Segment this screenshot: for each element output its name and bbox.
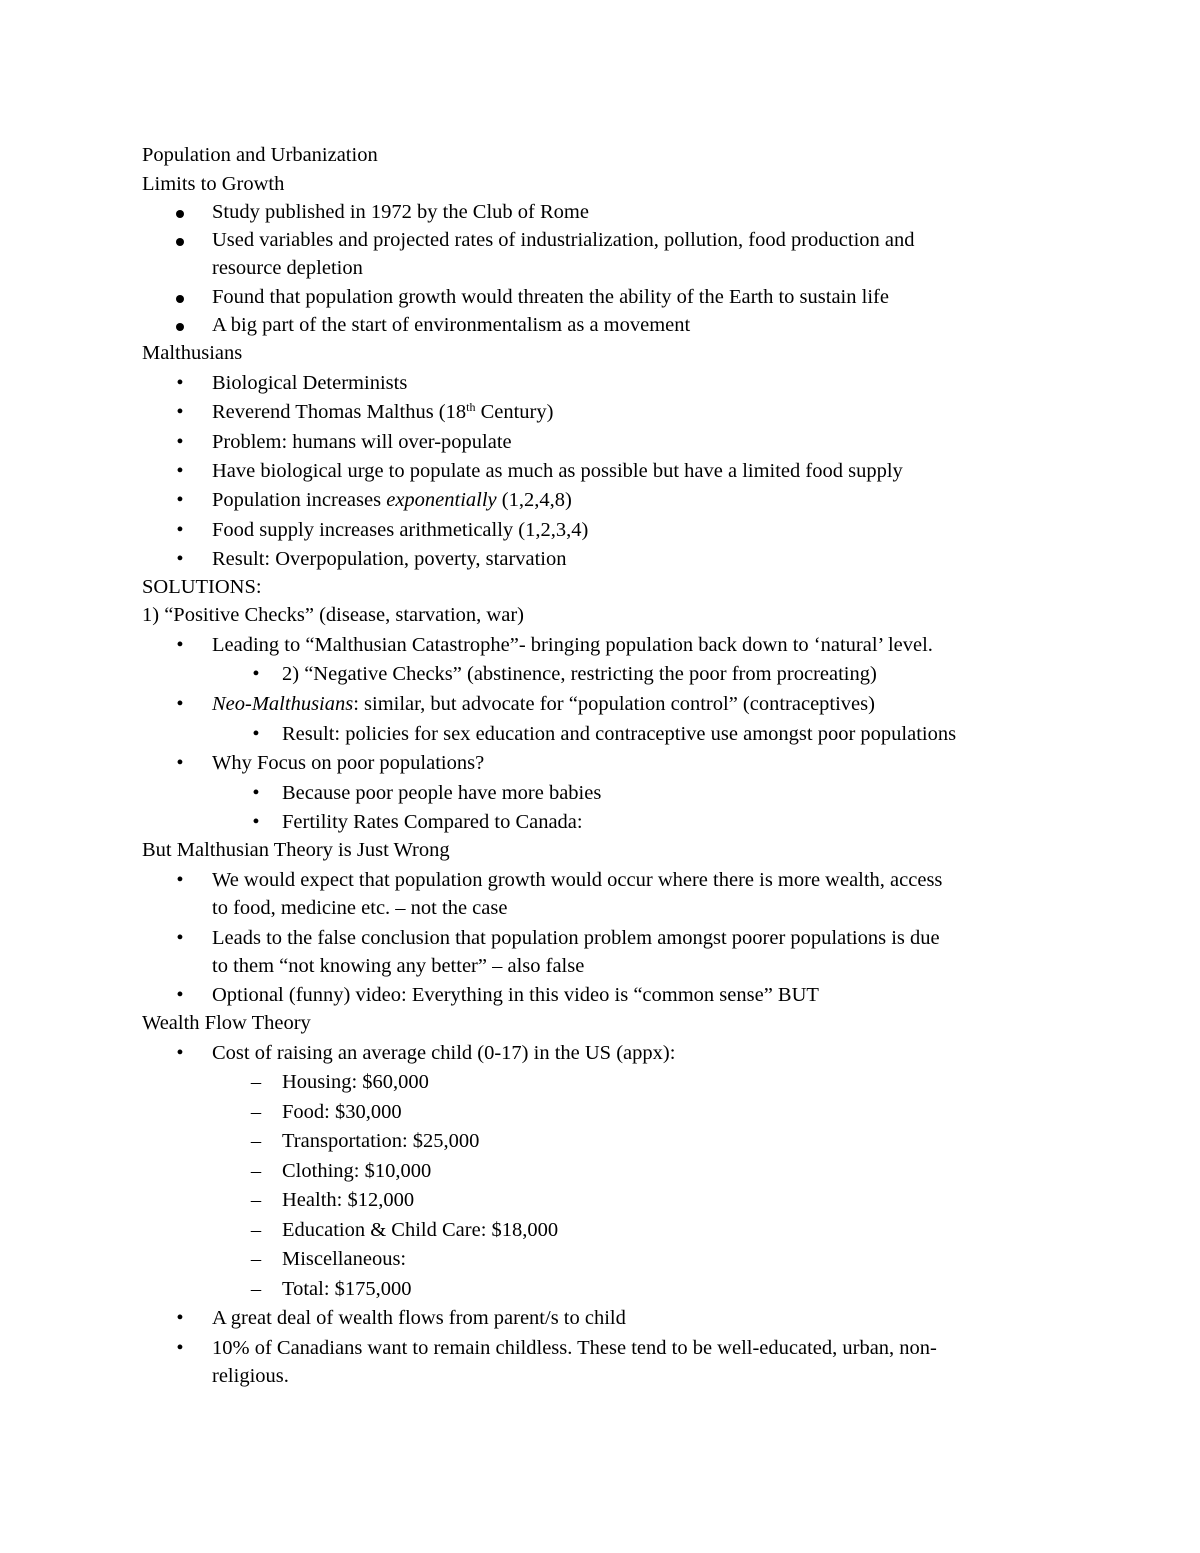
bullet-icon: • bbox=[252, 663, 260, 685]
bullet-icon: • bbox=[176, 693, 184, 715]
dash-marker-icon: – bbox=[250, 1189, 262, 1211]
bullet-icon: • bbox=[176, 752, 184, 774]
bullet-icon: • bbox=[176, 431, 184, 453]
round-bullet-icon bbox=[160, 287, 200, 308]
dash-marker-icon: – bbox=[250, 1071, 262, 1093]
bullet-icon: • bbox=[176, 927, 184, 949]
bullet-icon: • bbox=[252, 782, 260, 804]
dash-marker-icon: – bbox=[250, 1101, 262, 1123]
round-bullet-icon bbox=[160, 315, 200, 336]
bullet-icon: • bbox=[176, 1337, 184, 1359]
dash-marker-icon: – bbox=[250, 1248, 262, 1270]
bullet-icon: • bbox=[176, 372, 184, 394]
dash-marker-icon: – bbox=[250, 1160, 262, 1182]
dash-marker-icon: – bbox=[250, 1278, 262, 1300]
bullet-icon: • bbox=[252, 723, 260, 745]
bullet-icon: • bbox=[176, 401, 184, 423]
bullet-icon: • bbox=[176, 460, 184, 482]
document-page: Population and Urbanization Limits to Growth Study published in 1972 by the Club of Rome Used variables and projected rates of industrialization, pollution, food production and resource depletion Found that population growth would threaten the ability of the Earth to sustain life A big part of the start of environmentalism as a movement Malthusians • Biological Determinists • Reverend Thomas Malthus (18th Century) • Problem: humans will over-populate • Have biological urge to populate as much as possible but have a limited food supply • Population increases exponentially (1,2,4,8) • Food supply increases arithmetically (1,2,3,4) • Result: Overpopulation, poverty, starvation SOLUTIONS: 1) “Positive Checks” (disease, starvation, war) • Leading to “Malthusian Catastrophe”- bringing population back down to ‘natural’ level. • 2) “Negative Checks” (abstinence, restricting the poor from procreating) • Neo-Malthusians: similar, but advocate for “population control” (contraceptives) • Result: policies for sex education and contraceptive use amongst poor populations • Why Focus on poor populations? • Because poor people have more babies • Fertility Rates Compared to Canada: But Malthusian Theory is Just Wrong • We would expect that population growth would occur where there is more wealth, access to food, medicine etc. – not the case • Leads to the false conclusion that population problem amongst poorer populations is due to them “not knowing any better” – also false • Optional (funny) video: Everything in this video is “common sense” BUT Wealth Flow Theory • Cost of raising an average child (0-17) in the US (appx): – Housing: $60,000 – Food: $30,000 – Transportation: $25,000 – Clothing: $10,000 – Health: $12,000 – Education & Child Care: $18,000 – Miscellaneous: – Total: $175,000 • A great deal of wealth flows from parent/s to child • 10% of Canadians want to remain childless. These tend to be well-educated, urban, non- religious. bbox=[142, 144, 957, 1387]
bullet-icon: • bbox=[176, 548, 184, 570]
bullet-icon: • bbox=[176, 1042, 184, 1064]
bullet-icon: • bbox=[252, 811, 260, 833]
round-bullet-icon bbox=[160, 202, 200, 223]
dash-marker-icon: – bbox=[250, 1130, 262, 1152]
round-bullet-icon bbox=[160, 230, 200, 251]
bullet-icon: • bbox=[176, 489, 184, 511]
bullet-icon: • bbox=[176, 1307, 184, 1329]
bullet-icon: • bbox=[176, 869, 184, 891]
bullet-icon: • bbox=[176, 634, 184, 656]
dash-marker-icon: – bbox=[250, 1219, 262, 1241]
bullet-icon: • bbox=[176, 519, 184, 541]
bullet-icon: • bbox=[176, 984, 184, 1006]
